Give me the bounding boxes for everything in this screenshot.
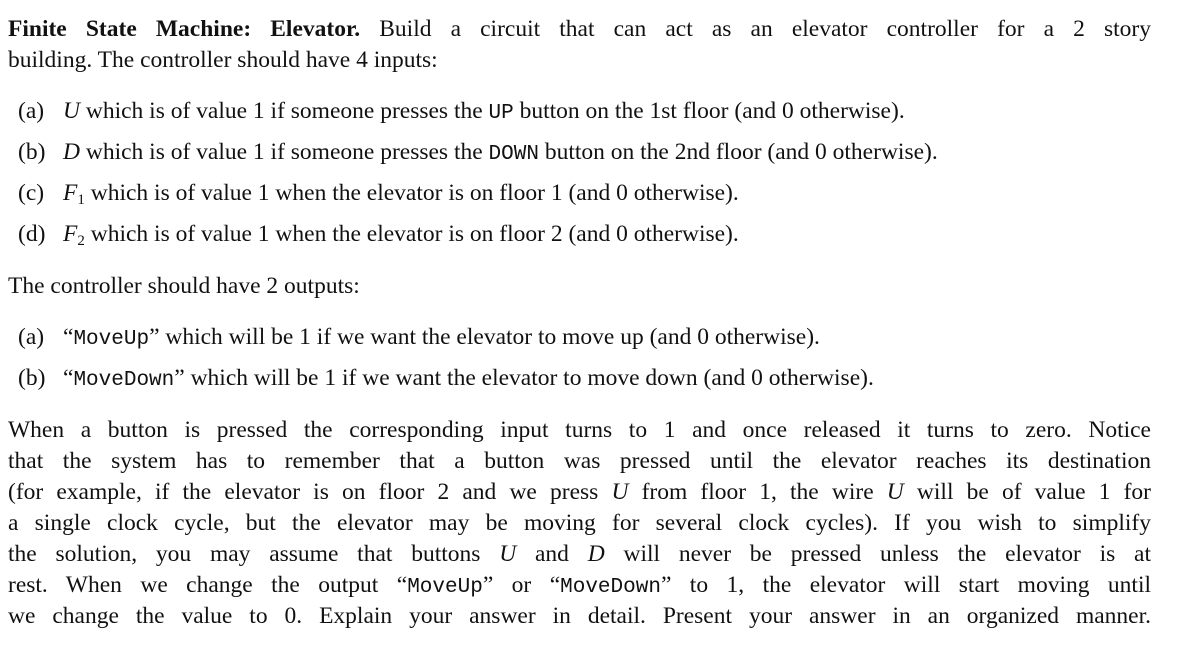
- paragraph-line: When a button is pressed the corresponding input turns to 1 and once released it turns to zero. Notice: [8, 417, 1151, 443]
- paragraph-line: we change the value to 0. Explain your answer in detail. Present your answer in an organized manner.: [8, 603, 1151, 629]
- input-item-f2: (d) $F_2$ which is of value 1 when the elevator is on floor 2 (and 0 otherwise).: [18, 221, 739, 249]
- input-item-f1: (c) $F_1$ which is of value 1 when the elevator is on floor 1 (and 0 otherwise).: [18, 180, 739, 208]
- input-item-u: (a) U which is of value 1 if someone presses the UP button on the 1st floor (and 0 otherwise).: [18, 98, 905, 125]
- paragraph-line: a single clock cycle, but the elevator may be moving for several clock cycles). If you wish to simplify: [8, 510, 1151, 536]
- input-item-d: (b) D which is of value 1 if someone presses the DOWN button on the 2nd floor (and 0 otherwise).: [18, 139, 938, 166]
- intro-line-2: building. The controller should have 4 inputs:: [8, 47, 438, 73]
- output-item-moveup: (a) “MoveUp” which will be 1 if we want the elevator to move up (and 0 otherwise).: [18, 324, 820, 351]
- output-item-movedown: (b) “MoveDown” which will be 1 if we want the elevator to move down (and 0 otherwise).: [18, 365, 874, 392]
- paragraph-line: the solution, you may assume that buttons U and D will never be pressed unless the elevator is at: [8, 541, 1151, 567]
- paragraph-line: (for example, if the elevator is on floor 2 and we press U from floor 1, the wire U will be of value 1 for: [8, 479, 1152, 505]
- intro-line-1: Finite State Machine: Elevator. Build a circuit that can act as an elevator controller for a 2 story: [8, 16, 1151, 42]
- paragraph-line: that the system has to remember that a button was pressed until the elevator reaches its destination: [8, 448, 1151, 474]
- paragraph-line: rest. When we change the output “MoveUp” or “MoveDown” to 1, the elevator will start moving until: [8, 572, 1151, 599]
- problem-statement: [8, 14, 1151, 632]
- problem-title: Finite State Machine: Elevator.: [8, 16, 361, 42]
- explanation-paragraph: [8, 415, 1151, 632]
- outputs-intro: The controller should have 2 outputs:: [8, 273, 360, 299]
